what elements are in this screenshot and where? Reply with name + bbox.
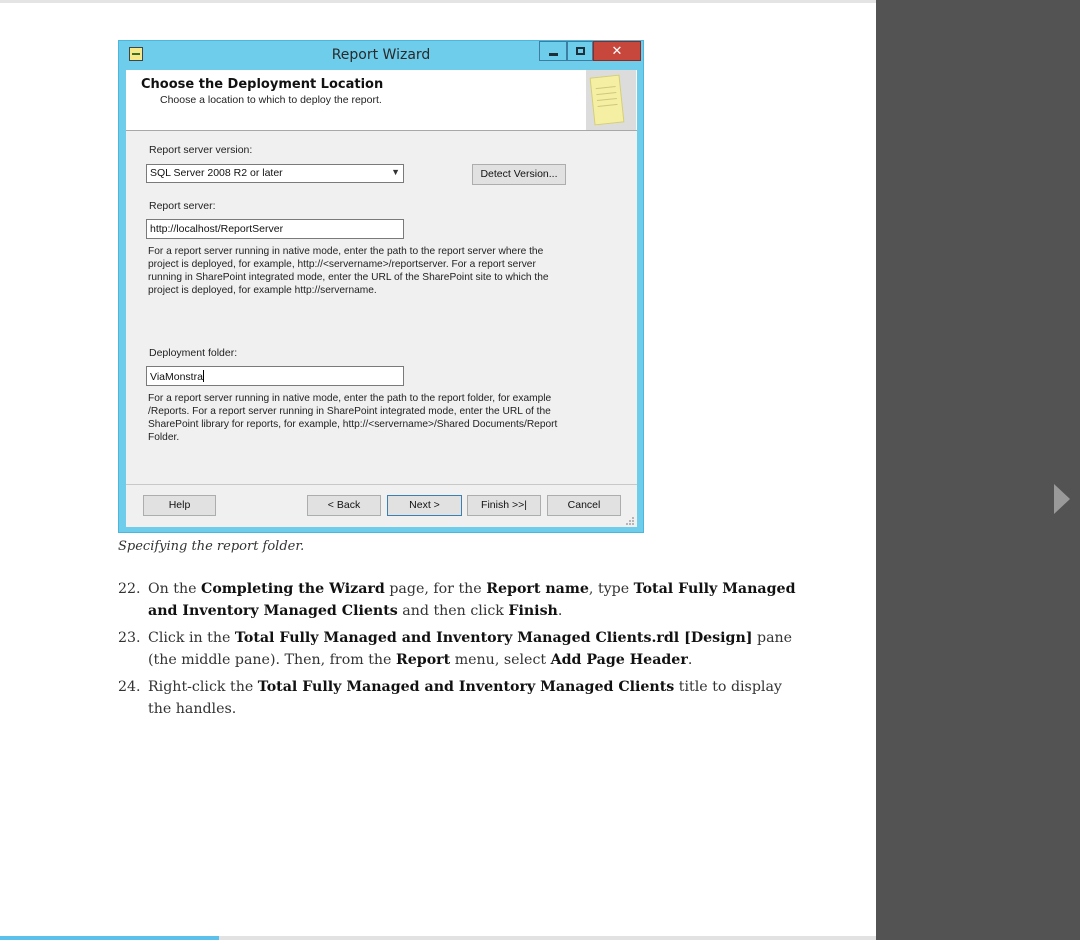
step-text: pane (the middle pane). Then, from the: [148, 630, 793, 668]
step-number: 23.: [118, 630, 141, 646]
step-bold-text: Completing the Wizard: [201, 581, 385, 597]
footer-divider: [126, 484, 637, 485]
wizard-header: [126, 70, 637, 131]
step-text: Right-click the: [148, 679, 258, 695]
step-text: menu, select: [450, 652, 551, 668]
document-illustration-icon: [590, 75, 625, 126]
server-version-select[interactable]: [146, 164, 404, 183]
title-bar[interactable]: [119, 41, 643, 69]
step-text: title to display the handles.: [148, 679, 782, 717]
server-version-label: Report server version:: [149, 144, 253, 156]
minimize-icon: [549, 53, 558, 56]
step-text: On the: [148, 581, 202, 597]
cancel-button[interactable]: Cancel: [547, 495, 621, 516]
step-text: and then click: [397, 603, 509, 619]
server-version-value: SQL Server 2008 R2 or later: [150, 167, 283, 179]
reading-progress-track: [0, 936, 876, 940]
step-bold-text: Total Fully Managed and Inventory Managed Clients.rdl [Design]: [234, 630, 753, 646]
chevron-down-icon: ▼: [391, 167, 400, 177]
step-text: page, for the: [384, 581, 487, 597]
viewer-side-panel: [876, 0, 1080, 940]
instruction-step: [118, 627, 808, 671]
chevron-right-icon[interactable]: [1054, 484, 1070, 514]
deployment-folder-help: For a report server running in native mode, enter the path to the report folder, for example /Reports. For a report server running in SharePoint integrated mode, enter the URL of the SharePoint library for reports, for example, http://<servername>/Shared Documents/Report Folder.: [148, 393, 558, 443]
step-text: .: [557, 603, 563, 619]
step-number: 24.: [118, 679, 141, 695]
maximize-button[interactable]: [567, 41, 593, 61]
next-button[interactable]: Next >: [387, 495, 462, 516]
back-button[interactable]: < Back: [307, 495, 381, 516]
close-icon: ✕: [611, 43, 623, 59]
page-title: Choose the Deployment Location: [141, 77, 384, 92]
text-caret: [203, 370, 204, 382]
instruction-step: [118, 578, 808, 622]
page-subtitle: Choose a location to which to deploy the report.: [160, 94, 382, 106]
step-number: 22.: [118, 581, 141, 597]
finish-button[interactable]: Finish >>|: [467, 495, 541, 516]
resize-grip-icon[interactable]: [626, 517, 634, 525]
instruction-steps: [118, 578, 808, 725]
step-bold-text: Report name: [486, 581, 589, 597]
page-top-edge: [0, 0, 876, 3]
step-bold-text: Total Fully Managed and Inventory Managed Clients: [257, 679, 675, 695]
instruction-step: [118, 676, 808, 720]
step-bold-text: Add Page Header: [550, 652, 688, 668]
figure-caption: Specifying the report folder.: [118, 539, 305, 554]
report-wizard-dialog: [118, 40, 644, 533]
close-button[interactable]: [593, 41, 641, 61]
dialog-client-area: [126, 70, 637, 527]
step-bold-text: Total Fully Managed and Inventory Managed Clients: [148, 581, 796, 619]
step-bold-text: Report: [395, 652, 451, 668]
reading-progress-fill: [0, 936, 219, 940]
maximize-icon: [576, 47, 585, 55]
window-title: Report Wizard: [331, 47, 431, 63]
deployment-folder-input[interactable]: [146, 366, 404, 386]
help-button[interactable]: Help: [143, 495, 216, 516]
deployment-folder-value: ViaMonstra: [150, 371, 203, 383]
report-server-label: Report server:: [149, 200, 216, 212]
step-text: , type: [588, 581, 634, 597]
step-text: .: [687, 652, 693, 668]
minimize-button[interactable]: [539, 41, 567, 61]
step-text: Click in the: [148, 630, 235, 646]
report-server-input[interactable]: http://localhost/ReportServer: [146, 219, 404, 239]
step-bold-text: Finish: [508, 603, 558, 619]
report-server-help: For a report server running in native mode, enter the path to the report server where the project is deployed, for example, http://<servername>/reportserver. For a report server running in SharePoint integrated mode, enter the URL of the SharePoint site to which the project is deployed, for example http://servername.: [148, 246, 549, 296]
deployment-folder-label: Deployment folder:: [149, 347, 238, 359]
detect-version-button[interactable]: Detect Version...: [472, 164, 566, 185]
